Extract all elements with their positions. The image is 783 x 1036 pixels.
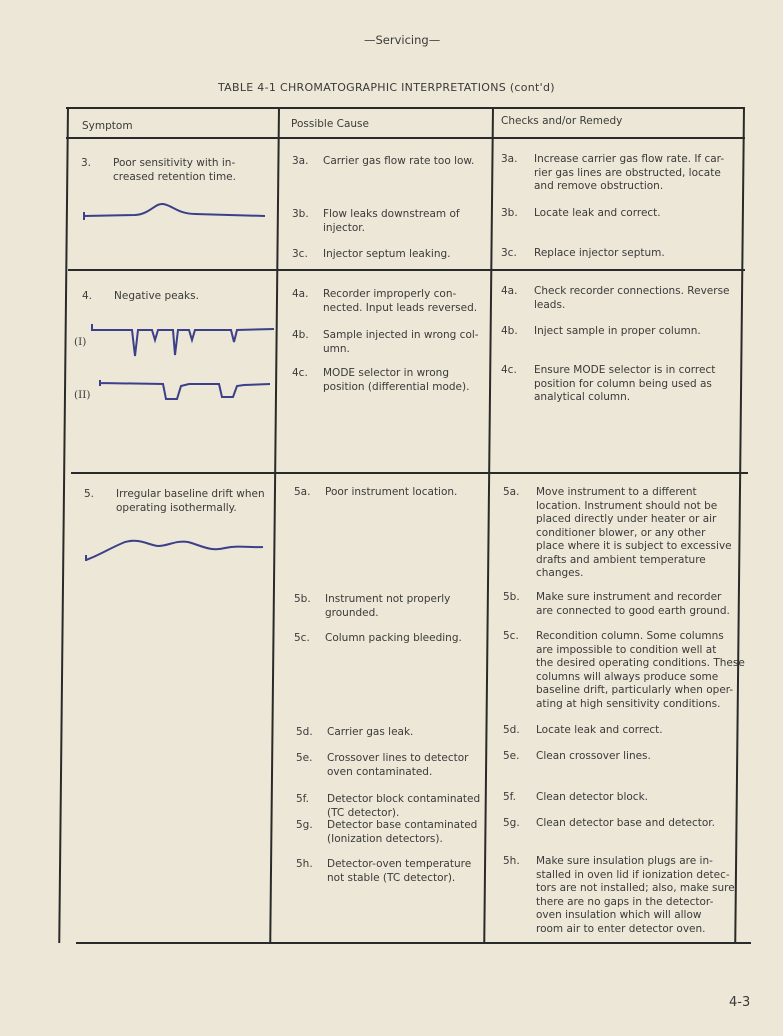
possible-cause-text: Recorder improperly con- nected. Input leads reversed. bbox=[323, 288, 478, 314]
column-header-symptom: Symptom bbox=[82, 120, 133, 132]
remedy-text: Inject sample in proper column. bbox=[534, 325, 701, 337]
remedy-number: 5h. bbox=[503, 855, 520, 867]
column-header-possible-cause: Possible Cause bbox=[291, 118, 369, 130]
remedy-number: 4c. bbox=[501, 364, 517, 376]
column-header-checks-remedy: Checks and/or Remedy bbox=[501, 115, 623, 127]
remedy-number: 4b. bbox=[501, 325, 518, 337]
remedy-text: Clean detector base and detector. bbox=[536, 817, 715, 829]
possible-cause-number: 5g. bbox=[296, 819, 313, 831]
remedy-text: Locate leak and correct. bbox=[536, 724, 663, 736]
possible-cause-number: 5c. bbox=[294, 632, 310, 644]
possible-cause-text: Detector base contaminated (Ionization detectors). bbox=[327, 819, 478, 845]
table-title: TABLE 4-1 CHROMATOGRAPHIC INTERPRETATIONS (cont'd) bbox=[218, 81, 555, 94]
possible-cause-number: 5h. bbox=[296, 858, 313, 870]
possible-cause-text: Poor instrument location. bbox=[325, 486, 458, 498]
remedy-number: 4a. bbox=[501, 285, 518, 297]
possible-cause-number: 3c. bbox=[292, 248, 308, 260]
possible-cause-text: Crossover lines to detector oven contaminated. bbox=[327, 752, 469, 778]
possible-cause-text: Detector-oven temperature not stable (TC detector). bbox=[327, 858, 472, 884]
remedy-number: 3a. bbox=[501, 153, 518, 165]
remedy-number: 5f. bbox=[503, 791, 516, 803]
symptom-text: Irregular baseline drift when operating isothermally. bbox=[116, 488, 265, 514]
possible-cause-text: Carrier gas flow rate too low. bbox=[323, 155, 475, 167]
possible-cause-number: 3a. bbox=[292, 155, 309, 167]
remedy-text: Move instrument to a different location. Instrument should not be placed directly under heater or air conditioner blower, or any other place where it is subject to excessive drafts and ambient temperature changes. bbox=[536, 486, 732, 579]
remedy-number: 3b. bbox=[501, 207, 518, 219]
remedy-number: 5a. bbox=[503, 486, 520, 498]
symptom-number: 4. bbox=[82, 290, 93, 302]
remedy-text: Clean crossover lines. bbox=[536, 750, 651, 762]
possible-cause-number: 5a. bbox=[294, 486, 311, 498]
remedy-number: 3c. bbox=[501, 247, 517, 259]
possible-cause-text: Column packing bleeding. bbox=[325, 632, 462, 644]
remedy-number: 5d. bbox=[503, 724, 520, 736]
remedy-text: Ensure MODE selector is in correct position for column being used as analytical column. bbox=[534, 364, 716, 403]
remedy-text: Check recorder connections. Reverse leads. bbox=[534, 285, 730, 311]
remedy-text: Increase carrier gas flow rate. If car- rier gas lines are obstructed, locate and remove obstruction. bbox=[534, 153, 725, 192]
trace-label: (I) bbox=[74, 336, 87, 348]
possible-cause-text: Detector block contaminated (TC detector). bbox=[327, 793, 481, 819]
remedy-text: Clean detector block. bbox=[536, 791, 649, 803]
remedy-text: Locate leak and correct. bbox=[534, 207, 661, 219]
remedy-number: 5g. bbox=[503, 817, 520, 829]
remedy-number: 5c. bbox=[503, 630, 519, 642]
possible-cause-number: 5b. bbox=[294, 593, 311, 605]
possible-cause-text: Injector septum leaking. bbox=[323, 248, 451, 260]
possible-cause-text: Sample injected in wrong col- umn. bbox=[323, 329, 479, 355]
remedy-text: Make sure instrument and recorder are connected to good earth ground. bbox=[536, 591, 730, 617]
possible-cause-number: 4a. bbox=[292, 288, 309, 300]
remedy-text: Make sure insulation plugs are in- stalled in oven lid if ionization detec- tors are not installed; also, make sure there are no gaps in the detector- oven insulation which will allow room air to enter detector oven. bbox=[536, 855, 735, 935]
possible-cause-number: 4c. bbox=[292, 367, 308, 379]
running-head: —Servicing— bbox=[364, 33, 441, 47]
possible-cause-text: MODE selector in wrong position (differential mode). bbox=[323, 367, 470, 393]
baseline-drift-trace bbox=[86, 541, 263, 561]
possible-cause-number: 5d. bbox=[296, 726, 313, 738]
possible-cause-text: Instrument not properly grounded. bbox=[325, 593, 451, 619]
possible-cause-text: Flow leaks downstream of injector. bbox=[323, 208, 460, 234]
remedy-text: Recondition column. Some columns are impossible to condition well at the desired operating conditions. These columns will always produce some baseline drift, particularly when oper- ating at high sensitivity conditions. bbox=[536, 630, 745, 710]
symptom-number: 5. bbox=[84, 488, 95, 500]
possible-cause-number: 4b. bbox=[292, 329, 309, 341]
remedy-text: Replace injector septum. bbox=[534, 247, 665, 259]
symptom-text: Poor sensitivity with in- creased retention time. bbox=[113, 157, 236, 183]
negative-peaks-trace-1 bbox=[92, 324, 274, 356]
possible-cause-number: 3b. bbox=[292, 208, 309, 220]
broad-peak-trace bbox=[84, 204, 265, 220]
possible-cause-text: Carrier gas leak. bbox=[327, 726, 414, 738]
remedy-number: 5e. bbox=[503, 750, 520, 762]
symptom-number: 3. bbox=[81, 157, 92, 169]
remedy-number: 5b. bbox=[503, 591, 520, 603]
possible-cause-number: 5f. bbox=[296, 793, 309, 805]
possible-cause-number: 5e. bbox=[296, 752, 313, 764]
page-number: 4-3 bbox=[729, 995, 751, 1010]
symptom-text: Negative peaks. bbox=[114, 290, 199, 302]
negative-peaks-trace-2 bbox=[100, 380, 270, 399]
trace-label: (II) bbox=[74, 389, 91, 401]
